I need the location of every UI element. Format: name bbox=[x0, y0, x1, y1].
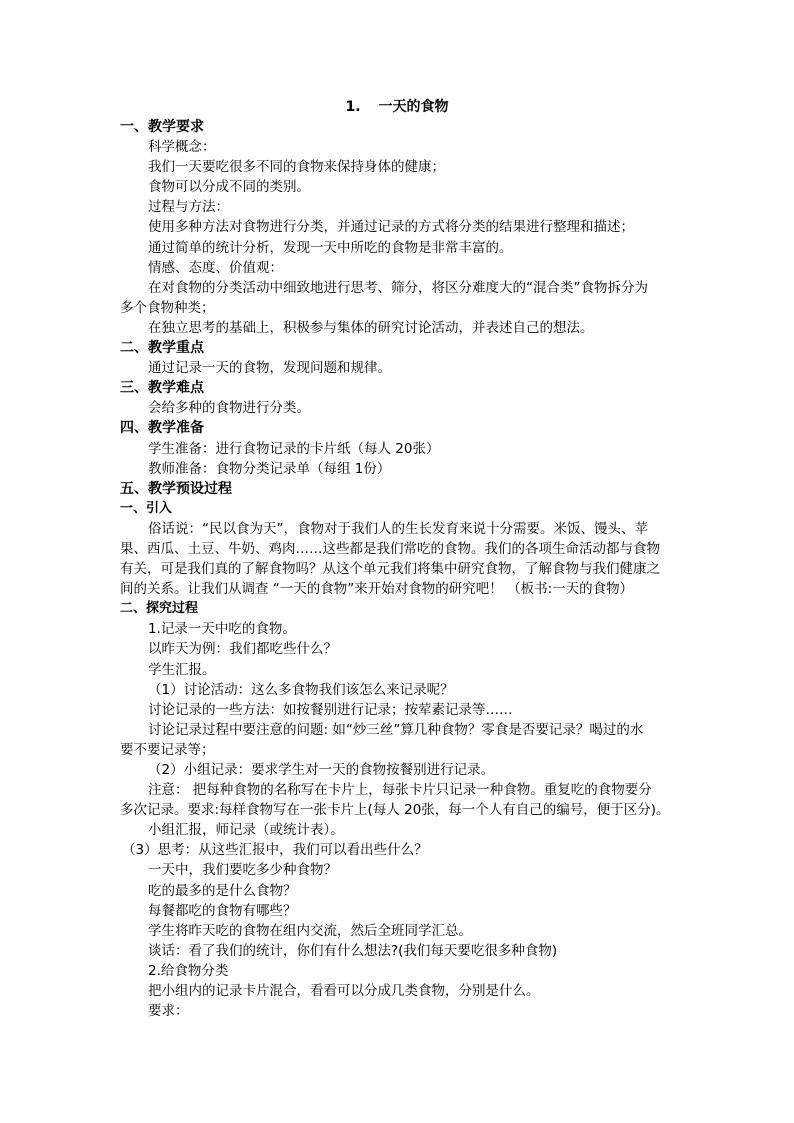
paragraph-line: 1.记录一天中吃的食物。 bbox=[148, 621, 296, 638]
paragraph-line: 通过简单的统计分析，发现一天中所吃的食物是非常丰富的。 bbox=[148, 239, 513, 256]
paragraph-line: 要不要记录等； bbox=[120, 741, 215, 758]
paragraph-line: 间的关系。让我们从调查 “一天的食物”来开始对食物的研究吧！ （板书:一天的食物） bbox=[120, 581, 634, 598]
paragraph-line: 会给多种的食物进行分类。 bbox=[148, 400, 310, 417]
paragraph-line: 通过记录一天的食物，发现问题和规律。 bbox=[148, 360, 391, 377]
paragraph-line: 过程与方法： bbox=[148, 199, 229, 216]
paragraph-line: 在独立思考的基础上，积极参与集体的研究讨论活动，并表述自己的想法。 bbox=[148, 319, 594, 336]
section-heading: 五、教学预设过程 bbox=[120, 480, 232, 497]
section-heading: 三、教学难点 bbox=[120, 380, 204, 397]
title-number: 1. bbox=[345, 99, 361, 115]
paragraph-line: 学生准备：进行食物记录的卡片纸（每人 20张） bbox=[148, 440, 440, 457]
paragraph-line: 科学概念： bbox=[148, 139, 216, 156]
document-body bbox=[120, 117, 680, 1021]
paragraph-line: 每餐都吃的食物有哪些？ bbox=[148, 902, 297, 919]
title-text: 一天的食物 bbox=[378, 99, 449, 115]
paragraph-line: 使用多种方法对食物进行分类，并通过记录的方式将分类的结果进行整理和描述； bbox=[148, 219, 634, 236]
paragraph-line: 多次记录。要求:每样食物写在一张卡片上(每人 20张，每一个人有自己的编号，便于区分)。 bbox=[120, 802, 670, 819]
paragraph-line: 一天中，我们要吃多少种食物？ bbox=[148, 862, 337, 879]
paragraph-line: 学生将昨天吃的食物在组内交流，然后全班同学汇总。 bbox=[148, 922, 472, 939]
paragraph-line: （3）思考：从这些汇报中，我们可以看出些什么？ bbox=[122, 842, 428, 859]
page-title bbox=[0, 96, 794, 116]
paragraph-line: 把小组内的记录卡片混合，看看可以分成几类食物，分别是什么。 bbox=[148, 983, 540, 1000]
paragraph-line: 学生汇报。 bbox=[148, 661, 216, 678]
paragraph-line: 注意： 把每种食物的名称写在卡片上，每张卡片只记录一种食物。重复吃的食物要分 bbox=[148, 782, 652, 799]
paragraph-line: 教师准备：食物分类记录单（每组 1份） bbox=[148, 460, 391, 477]
paragraph-line: 吃的最多的是什么食物？ bbox=[148, 882, 297, 899]
section-heading: 一、引入 bbox=[120, 500, 173, 516]
paragraph-line: （2）小组记录：要求学生对一天的食物按餐别进行记录。 bbox=[148, 762, 495, 778]
paragraph-line: 以昨天为例：我们都吃些什么？ bbox=[148, 641, 337, 658]
paragraph-line: 谈话：看了我们的统计，你们有什么想法?(我们每天要吃很多种食物) bbox=[148, 942, 558, 959]
paragraph-line: 多个食物种类； bbox=[120, 299, 215, 316]
paragraph-line: 我们一天要吃很多不同的食物来保持身体的健康； bbox=[148, 159, 445, 176]
paragraph-line: 在对食物的分类活动中细致地进行思考、筛分，将区分难度大的“混合类”食物拆分为 bbox=[148, 279, 648, 296]
paragraph-line: 讨论记录的一些方法：如按餐别进行记录；按荤素记录等…… bbox=[148, 701, 513, 718]
paragraph-line: 2.给食物分类 bbox=[148, 962, 229, 979]
paragraph-line: 讨论记录过程中要注意的问题: 如“炒三丝”算几种食物？零食是否要记录？喝过的水 bbox=[148, 721, 644, 738]
paragraph-line: （1）讨论活动：这么多食物我们该怎么来记录呢？ bbox=[148, 681, 454, 698]
section-heading: 四、教学准备 bbox=[120, 420, 204, 437]
paragraph-line: 食物可以分成不同的类别。 bbox=[148, 179, 310, 196]
paragraph-line: 情感、态度、价值观： bbox=[148, 259, 283, 276]
paragraph-line: 果、西瓜、土豆、牛奶、鸡肉……这些都是我们常吃的食物。我们的各项生命活动都与食物 bbox=[120, 540, 660, 557]
section-heading: 一、教学要求 bbox=[120, 119, 204, 135]
paragraph-line: 小组汇报，师记录（或统计表）。 bbox=[148, 822, 344, 839]
paragraph-line: 有关，可是我们真的了解食物吗？从这个单元我们将集中研究食物，了解食物与我们健康之 bbox=[120, 561, 660, 578]
paragraph-line: 要求： bbox=[148, 1003, 189, 1020]
section-heading: 二、探究过程 bbox=[120, 601, 199, 617]
paragraph-line: 俗话说：“民以食为天”，食物对于我们人的生长发育来说十分需要。米饭、馒头、苹 bbox=[148, 520, 648, 537]
section-heading: 二、教学重点 bbox=[120, 340, 204, 357]
